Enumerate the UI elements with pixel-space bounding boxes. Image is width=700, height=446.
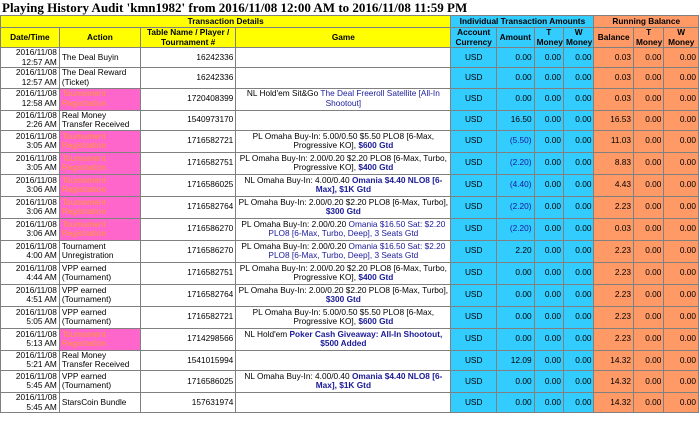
cell-table-id: 1716582764	[140, 196, 235, 218]
cell-currency: USD	[451, 152, 497, 174]
cell-amount: 0.00	[497, 392, 535, 412]
cell-action: VPP earned (Tournament)	[59, 370, 140, 392]
cell-balance-w-money: 0.00	[664, 68, 699, 88]
cell-balance-w-money: 0.00	[664, 196, 699, 218]
col-w-money: W Money	[563, 28, 593, 48]
cell-action: Tournament Registration	[59, 196, 140, 218]
cell-currency: USD	[451, 196, 497, 218]
cell-w-money: 0.00	[563, 240, 593, 262]
cell-date: 2016/11/08	[15, 196, 57, 207]
table-row	[1, 328, 699, 350]
cell-action: VPP earned (Tournament)	[59, 284, 140, 306]
cell-time: 12:57 AM	[21, 56, 57, 67]
cell-t-money: 0.00	[534, 306, 563, 328]
cell-datetime	[1, 240, 60, 262]
cell-date: 2016/11/08	[15, 67, 57, 78]
cell-balance-w-money: 0.00	[664, 88, 699, 110]
game-text: PL Omaha Buy-In: 5.00/0.50 $5.50 PLO8 [6-Max, Progressive KO],	[252, 306, 435, 327]
group-running-balance: Running Balance	[594, 16, 699, 28]
cell-w-money: 0.00	[563, 262, 593, 284]
cell-balance-w-money: 0.00	[664, 328, 699, 350]
cell-table-id: 1720408399	[140, 88, 235, 110]
cell-table-id: 1716586025	[140, 370, 235, 392]
cell-action: StarsCoin Bundle	[59, 392, 140, 412]
table-row	[1, 88, 699, 110]
col-action: Action	[59, 28, 140, 48]
cell-amount: 0.00	[497, 262, 535, 284]
cell-date: 2016/11/08	[15, 262, 57, 273]
cell-amount: 0.00	[497, 328, 535, 350]
cell-datetime	[1, 48, 60, 68]
cell-time: 2:26 AM	[26, 119, 57, 130]
cell-datetime	[1, 174, 60, 196]
cell-balance: 0.03	[594, 218, 634, 240]
cell-balance-t-money: 0.00	[633, 350, 663, 370]
cell-time: 3:05 AM	[26, 162, 57, 173]
cell-game	[236, 306, 451, 328]
col-balance: Balance	[594, 28, 634, 48]
game-link[interactable]: The Deal Freeroll Satellite [All-In Shootout]	[320, 88, 440, 109]
cell-action: Tournament Registration	[59, 174, 140, 196]
col-balance-t-money: T Money	[633, 28, 663, 48]
cell-balance-t-money: 0.00	[633, 152, 663, 174]
cell-balance-t-money: 0.00	[633, 370, 663, 392]
cell-datetime	[1, 218, 60, 240]
cell-time: 5:45 AM	[26, 380, 57, 391]
game-text: NL Hold'em	[244, 328, 290, 339]
cell-date: 2016/11/08	[15, 328, 57, 339]
cell-w-money: 0.00	[563, 284, 593, 306]
cell-table-id: 1716582751	[140, 262, 235, 284]
col-t-money: T Money	[534, 28, 563, 48]
cell-currency: USD	[451, 240, 497, 262]
cell-balance-t-money: 0.00	[633, 284, 663, 306]
game-link[interactable]: $300 Gtd	[325, 206, 361, 217]
game-link[interactable]: $600 Gtd	[358, 140, 394, 151]
cell-w-money: 0.00	[563, 48, 593, 68]
cell-balance-t-money: 0.00	[633, 196, 663, 218]
cell-t-money: 0.00	[534, 196, 563, 218]
cell-balance-t-money: 0.00	[633, 240, 663, 262]
cell-action: VPP earned (Tournament)	[59, 306, 140, 328]
cell-table-id: 1716586270	[140, 218, 235, 240]
cell-balance-t-money: 0.00	[633, 68, 663, 88]
col-account-currency: Account Currency	[451, 28, 497, 48]
cell-balance: 4.43	[594, 174, 634, 196]
game-link[interactable]: Omania $16.50 Sat: $2.20 PLO8 [6-Max, Turbo, Deep], 3 Seats Gtd	[268, 218, 446, 239]
cell-amount: (5.50)	[497, 130, 535, 152]
cell-amount: 0.00	[497, 284, 535, 306]
cell-datetime	[1, 88, 60, 110]
cell-datetime	[1, 110, 60, 130]
cell-date: 2016/11/08	[15, 130, 57, 141]
cell-date: 2016/11/08	[15, 152, 57, 163]
cell-table-id: 1716582721	[140, 130, 235, 152]
cell-game	[236, 152, 451, 174]
table-row	[1, 152, 699, 174]
audit-table	[0, 15, 699, 413]
cell-amount: (2.20)	[497, 196, 535, 218]
cell-date: 2016/11/08	[15, 47, 57, 58]
cell-t-money: 0.00	[534, 350, 563, 370]
cell-balance-w-money: 0.00	[664, 392, 699, 412]
game-text: PL Omaha Buy-In: 2.00/0.20 $2.20 PLO8 [6-Max, Turbo],	[238, 284, 449, 295]
cell-table-id: 16242336	[140, 48, 235, 68]
cell-balance-t-money: 0.00	[633, 174, 663, 196]
cell-balance-w-money: 0.00	[664, 262, 699, 284]
cell-action: VPP earned (Tournament)	[59, 262, 140, 284]
cell-balance: 14.32	[594, 370, 634, 392]
cell-game	[236, 88, 451, 110]
cell-action: The Deal Reward (Ticket)	[59, 68, 140, 88]
game-link[interactable]: $400 Gtd	[358, 272, 394, 283]
table-row	[1, 350, 699, 370]
cell-time: 5:45 AM	[26, 401, 57, 412]
cell-amount: 2.20	[497, 240, 535, 262]
cell-balance: 2.23	[594, 196, 634, 218]
table-row	[1, 218, 699, 240]
game-text: PL Omaha Buy-In: 2.00/0.20	[241, 240, 349, 251]
cell-w-money: 0.00	[563, 350, 593, 370]
cell-currency: USD	[451, 218, 497, 240]
table-row	[1, 130, 699, 152]
cell-action: Real Money Transfer Received	[59, 110, 140, 130]
cell-w-money: 0.00	[563, 328, 593, 350]
cell-datetime	[1, 306, 60, 328]
cell-w-money: 0.00	[563, 306, 593, 328]
cell-datetime	[1, 152, 60, 174]
cell-table-id: 1716582721	[140, 306, 235, 328]
col-datetime: Date/Time	[1, 28, 60, 48]
cell-balance: 14.32	[594, 392, 634, 412]
cell-time: 5:13 AM	[26, 338, 57, 349]
cell-t-money: 0.00	[534, 370, 563, 392]
cell-balance-w-money: 0.00	[664, 350, 699, 370]
cell-time: 4:00 AM	[26, 250, 57, 261]
game-link[interactable]: Omania $4.40 NLO8 [6-Max], $1K Gtd	[315, 370, 443, 391]
cell-date: 2016/11/08	[15, 370, 57, 381]
cell-amount: 0.00	[497, 370, 535, 392]
cell-balance: 16.53	[594, 110, 634, 130]
cell-currency: USD	[451, 48, 497, 68]
cell-currency: USD	[451, 306, 497, 328]
cell-game	[236, 240, 451, 262]
cell-table-id: 1716582751	[140, 152, 235, 174]
cell-amount: 16.50	[497, 110, 535, 130]
cell-time: 5:21 AM	[26, 359, 57, 370]
table-row	[1, 262, 699, 284]
cell-t-money: 0.00	[534, 48, 563, 68]
cell-action: Real Money Transfer Received	[59, 350, 140, 370]
cell-w-money: 0.00	[563, 370, 593, 392]
cell-date: 2016/11/08	[15, 240, 57, 251]
cell-time: 3:05 AM	[26, 140, 57, 151]
cell-balance-w-money: 0.00	[664, 284, 699, 306]
group-individual-amounts: Individual Transaction Amounts	[451, 16, 594, 28]
cell-action: Tournament Unregistration	[59, 240, 140, 262]
cell-balance: 2.23	[594, 284, 634, 306]
game-text: NL Hold'em Sit&Go	[246, 88, 321, 99]
cell-w-money: 0.00	[563, 68, 593, 88]
cell-balance-w-money: 0.00	[664, 370, 699, 392]
game-link[interactable]: $600 Gtd	[358, 316, 394, 327]
cell-balance: 0.03	[594, 88, 634, 110]
cell-datetime	[1, 350, 60, 370]
cell-w-money: 0.00	[563, 196, 593, 218]
cell-currency: USD	[451, 68, 497, 88]
cell-balance: 11.03	[594, 130, 634, 152]
table-row	[1, 306, 699, 328]
cell-balance-w-money: 0.00	[664, 218, 699, 240]
cell-balance-w-money: 0.00	[664, 152, 699, 174]
game-text: PL Omaha Buy-In: 2.00/0.20	[241, 218, 349, 229]
cell-t-money: 0.00	[534, 328, 563, 350]
cell-balance: 2.23	[594, 328, 634, 350]
table-row	[1, 174, 699, 196]
cell-balance-w-money: 0.00	[664, 240, 699, 262]
cell-action: Tournament Registration	[59, 152, 140, 174]
cell-w-money: 0.00	[563, 110, 593, 130]
cell-game	[236, 196, 451, 218]
cell-game	[236, 130, 451, 152]
cell-amount: 0.00	[497, 48, 535, 68]
cell-game	[236, 48, 451, 68]
cell-datetime	[1, 130, 60, 152]
cell-t-money: 0.00	[534, 152, 563, 174]
game-text: NL Omaha Buy-In: 4.00/0.40	[244, 370, 352, 381]
cell-balance-t-money: 0.00	[633, 130, 663, 152]
col-amount: Amount	[497, 28, 535, 48]
cell-currency: USD	[451, 370, 497, 392]
cell-currency: USD	[451, 110, 497, 130]
cell-balance-t-money: 0.00	[633, 262, 663, 284]
table-row	[1, 48, 699, 68]
table-row	[1, 196, 699, 218]
page-title: Playing History Audit 'kmn1982' from 2016/11/08 12:00 AM to 2016/11/08 11:59 PM	[2, 0, 468, 15]
cell-game	[236, 284, 451, 306]
cell-balance-w-money: 0.00	[664, 48, 699, 68]
cell-action: Tournament Registration	[59, 218, 140, 240]
cell-date: 2016/11/08	[15, 110, 57, 120]
cell-date: 2016/11/08	[15, 306, 57, 317]
cell-balance: 0.03	[594, 48, 634, 68]
cell-table-id: 1716586270	[140, 240, 235, 262]
group-transaction-details: Transaction Details	[1, 16, 451, 28]
cell-balance-t-money: 0.00	[633, 48, 663, 68]
cell-date: 2016/11/08	[15, 392, 57, 402]
col-table-name: Table Name / Player / Tournament #	[140, 28, 235, 48]
cell-balance: 0.03	[594, 68, 634, 88]
cell-balance-w-money: 0.00	[664, 110, 699, 130]
cell-balance-t-money: 0.00	[633, 392, 663, 412]
table-row	[1, 284, 699, 306]
cell-t-money: 0.00	[534, 130, 563, 152]
cell-balance-t-money: 0.00	[633, 306, 663, 328]
cell-balance-t-money: 0.00	[633, 110, 663, 130]
cell-datetime	[1, 284, 60, 306]
cell-datetime	[1, 328, 60, 350]
cell-time: 5:05 AM	[26, 316, 57, 327]
transaction-rows	[1, 48, 699, 413]
cell-time: 3:06 AM	[26, 228, 57, 239]
cell-game	[236, 392, 451, 412]
cell-amount: 0.00	[497, 306, 535, 328]
cell-balance-t-money: 0.00	[633, 328, 663, 350]
cell-time: 3:06 AM	[26, 206, 57, 217]
cell-game	[236, 218, 451, 240]
cell-table-id: 1714298566	[140, 328, 235, 350]
col-balance-w-money: W Money	[664, 28, 699, 48]
cell-game	[236, 110, 451, 130]
cell-action: The Deal Buyin	[59, 48, 140, 68]
cell-datetime	[1, 68, 60, 88]
cell-balance-t-money: 0.00	[633, 218, 663, 240]
cell-game	[236, 68, 451, 88]
cell-balance-w-money: 0.00	[664, 174, 699, 196]
cell-balance-w-money: 0.00	[664, 130, 699, 152]
cell-t-money: 0.00	[534, 218, 563, 240]
game-text: NL Omaha Buy-In: 4.00/0.40	[244, 174, 352, 185]
game-text: PL Omaha Buy-In: 2.00/0.20 $2.20 PLO8 [6-Max, Turbo],	[238, 196, 449, 207]
game-link[interactable]: Omania $4.40 NLO8 [6-Max], $1K Gtd	[315, 174, 443, 195]
cell-date: 2016/11/08	[15, 218, 57, 229]
cell-amount: (2.20)	[497, 152, 535, 174]
cell-game	[236, 328, 451, 350]
game-text: PL Omaha Buy-In: 2.00/0.20 $2.20 PLO8 [6-Max, Turbo, Progressive KO],	[239, 152, 447, 173]
table-row	[1, 240, 699, 262]
cell-t-money: 0.00	[534, 262, 563, 284]
cell-balance: 2.23	[594, 262, 634, 284]
cell-datetime	[1, 262, 60, 284]
cell-time: 4:44 AM	[26, 272, 57, 283]
table-row	[1, 110, 699, 130]
cell-currency: USD	[451, 262, 497, 284]
cell-amount: (2.20)	[497, 218, 535, 240]
cell-action: Tournament Registration	[59, 88, 140, 110]
cell-amount: (4.40)	[497, 174, 535, 196]
cell-date: 2016/11/08	[15, 88, 57, 99]
game-link[interactable]: $400 Gtd	[358, 162, 394, 173]
cell-amount: 12.09	[497, 350, 535, 370]
cell-action: Tournament Registration	[59, 328, 140, 350]
cell-t-money: 0.00	[534, 88, 563, 110]
cell-datetime	[1, 392, 60, 412]
cell-t-money: 0.00	[534, 110, 563, 130]
cell-currency: USD	[451, 174, 497, 196]
cell-amount: 0.00	[497, 88, 535, 110]
cell-t-money: 0.00	[534, 68, 563, 88]
cell-currency: USD	[451, 392, 497, 412]
cell-table-id: 157631974	[140, 392, 235, 412]
cell-time: 4:51 AM	[26, 294, 57, 305]
cell-action: Tournament Registration	[59, 130, 140, 152]
table-row	[1, 392, 699, 412]
game-text: PL Omaha Buy-In: 2.00/0.20 $2.20 PLO8 [6-Max, Turbo, Progressive KO],	[239, 262, 447, 283]
cell-w-money: 0.00	[563, 130, 593, 152]
cell-w-money: 0.00	[563, 392, 593, 412]
game-text: PL Omaha Buy-In: 5.00/0.50 $5.50 PLO8 [6-Max, Progressive KO],	[252, 130, 435, 151]
cell-w-money: 0.00	[563, 218, 593, 240]
game-link[interactable]: Poker Cash Giveaway: All-In Shootout, $500 Added	[289, 328, 443, 349]
cell-currency: USD	[451, 328, 497, 350]
cell-w-money: 0.00	[563, 174, 593, 196]
cell-currency: USD	[451, 284, 497, 306]
cell-currency: USD	[451, 88, 497, 110]
cell-datetime	[1, 370, 60, 392]
cell-date: 2016/11/08	[15, 284, 57, 295]
cell-t-money: 0.00	[534, 284, 563, 306]
cell-game	[236, 262, 451, 284]
cell-t-money: 0.00	[534, 174, 563, 196]
cell-balance: 8.83	[594, 152, 634, 174]
cell-currency: USD	[451, 130, 497, 152]
cell-balance-t-money: 0.00	[633, 88, 663, 110]
cell-time: 12:57 AM	[21, 76, 57, 87]
cell-date: 2016/11/08	[15, 350, 57, 360]
cell-t-money: 0.00	[534, 240, 563, 262]
col-game: Game	[236, 28, 451, 48]
cell-currency: USD	[451, 350, 497, 370]
game-link[interactable]: Omania $16.50 Sat: $2.20 PLO8 [6-Max, Turbo, Deep], 3 Seats Gtd	[268, 240, 446, 261]
cell-balance: 14.32	[594, 350, 634, 370]
cell-date: 2016/11/08	[15, 174, 57, 185]
cell-table-id: 1541015994	[140, 350, 235, 370]
cell-balance-w-money: 0.00	[664, 306, 699, 328]
cell-table-id: 1716586025	[140, 174, 235, 196]
cell-t-money: 0.00	[534, 392, 563, 412]
table-row	[1, 370, 699, 392]
table-row	[1, 68, 699, 88]
game-link[interactable]: $300 Gtd	[325, 294, 361, 305]
cell-balance: 2.23	[594, 306, 634, 328]
cell-balance: 2.23	[594, 240, 634, 262]
cell-datetime	[1, 196, 60, 218]
cell-w-money: 0.00	[563, 152, 593, 174]
cell-time: 12:58 AM	[21, 98, 57, 109]
cell-amount: 0.00	[497, 68, 535, 88]
cell-table-id: 1716582764	[140, 284, 235, 306]
cell-w-money: 0.00	[563, 88, 593, 110]
cell-game	[236, 370, 451, 392]
cell-table-id: 16242336	[140, 68, 235, 88]
cell-game	[236, 350, 451, 370]
cell-game	[236, 174, 451, 196]
cell-time: 3:06 AM	[26, 184, 57, 195]
cell-table-id: 1540973170	[140, 110, 235, 130]
